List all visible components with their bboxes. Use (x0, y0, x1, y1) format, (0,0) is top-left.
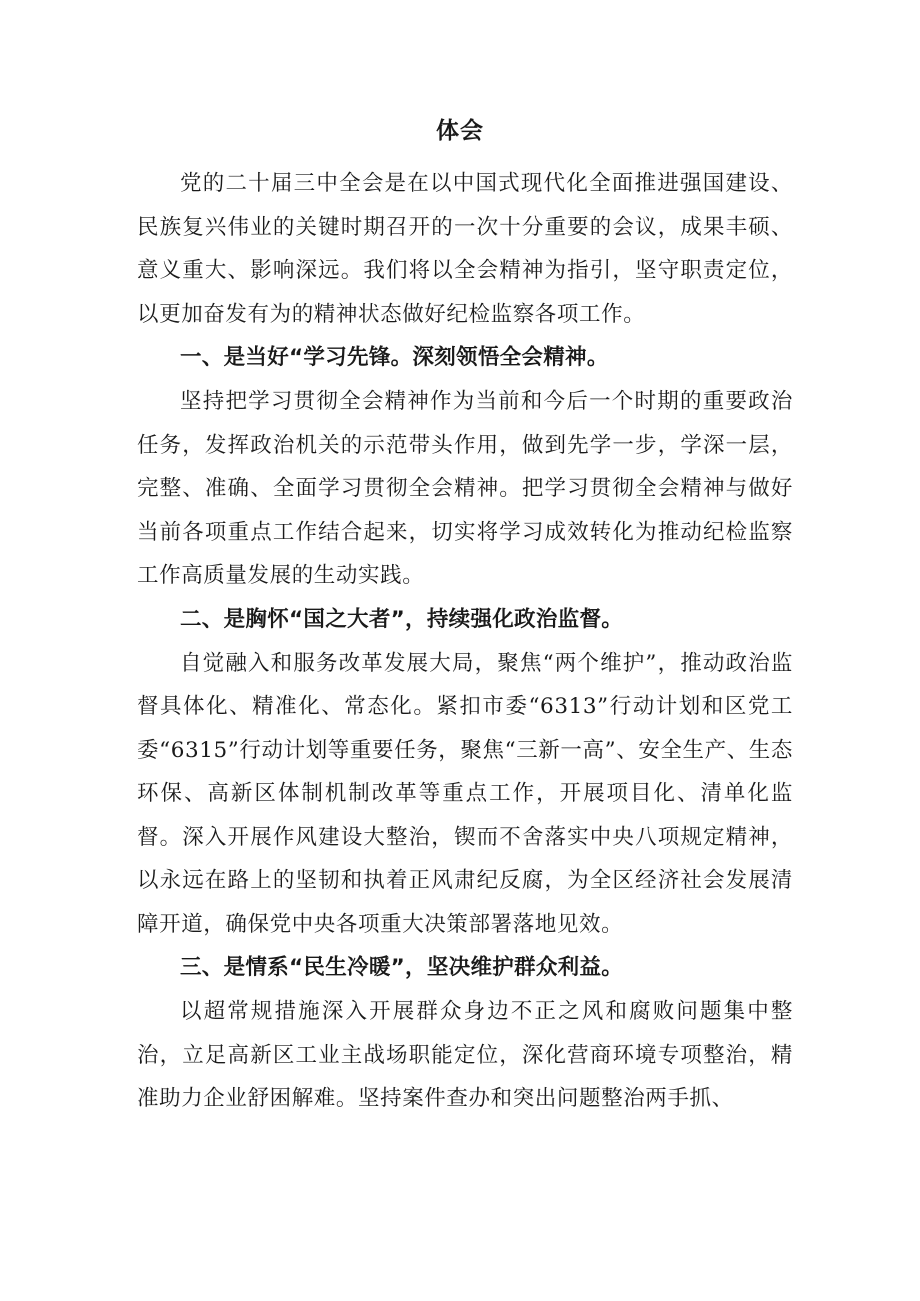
section-body-1: 坚持把学习贯彻全会精神作为当前和今后一个时期的重要政治任务，发挥政治机关的示范带头作用，做到先学一步，学深一层，完整、准确、全面学习贯彻全会精神。把学习贯彻全会精神与做好当前各项重点工作结合起来，切实将学习成效转化为推动纪检监察工作高质量发展的生动实践。 (137, 389, 793, 588)
section-heading-3: 三、是情系“民生冷暖”，坚决维护群众利益。 (180, 955, 624, 980)
section-heading-2: 二、是胸怀“国之大者”，持续强化政治监督。 (180, 606, 624, 632)
section-body-2: 自觉融入和服务改革发展大局，聚焦“两个维护”，推动政治监督具体化、精准化、常态化。紧扣市委“6313”行动计划和区党工委“6315”行动计划等重要任务，聚焦“三新一高”、安全生产、生态环保、高新区体制机制改革等重点工作，开展项目化、清单化监督。深入开展作风建设大整治，锲而不舍落实中央八项规定精神，以永远在路上的坚韧和执着正风肃纪反腐，为全区经济社会发展清障开道，确保党中央各项重大决策部署落地见效。 (137, 650, 793, 937)
section-body-3: 以超常规措施深入开展群众身边不正之风和腐败问题集中整治，立足高新区工业主战场职能定位，深化营商环境专项整治，精准助力企业舒困解难。坚持案件查办和突出问题整治两手抓、 (137, 999, 793, 1111)
document-title: 体会 (436, 118, 484, 144)
document-body (137, 162, 793, 1121)
intro-paragraph: 党的二十届三中全会是在以中国式现代化全面推进强国建设、民族复兴伟业的关键时期召开的一次十分重要的会议，成果丰硕、意义重大、影响深远。我们将以全会精神为指引，坚守职责定位，以更加奋发有为的精神状态做好纪检监察各项工作。 (137, 171, 793, 327)
section-heading-1: 一、是当好“学习先锋。深刻领悟全会精神。 (180, 345, 609, 370)
